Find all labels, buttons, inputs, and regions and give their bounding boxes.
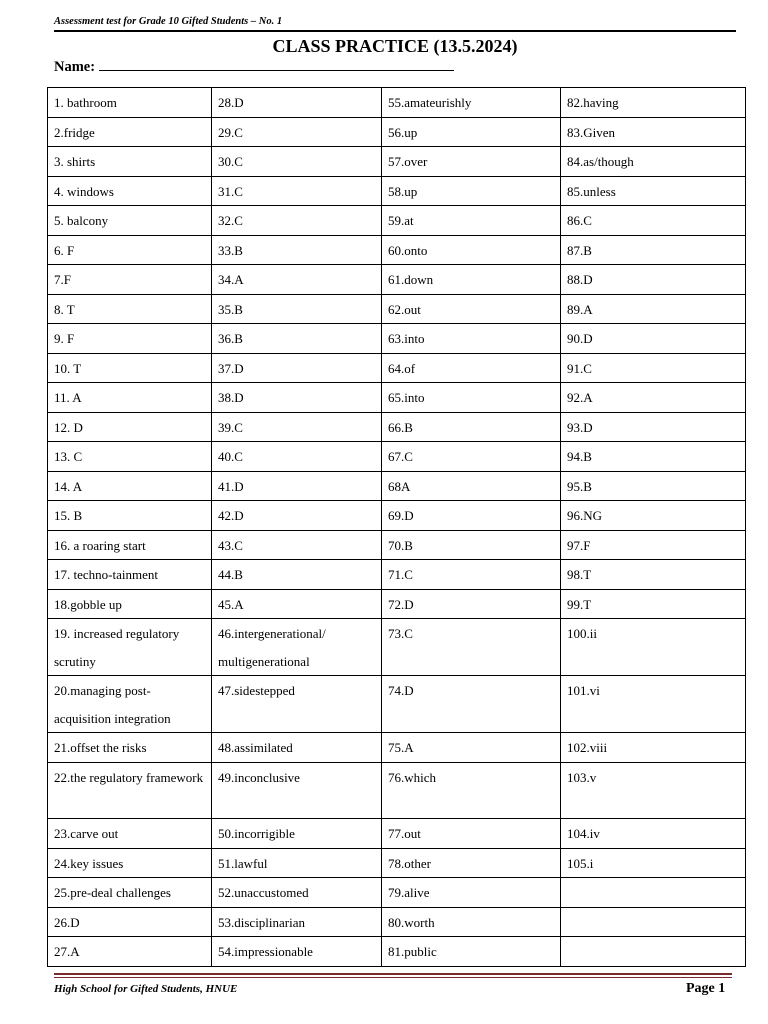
answer-cell: 83.Given <box>561 117 746 147</box>
answer-cell: 21.offset the risks <box>48 733 212 763</box>
table-row <box>48 176 746 206</box>
answer-cell: 62.out <box>382 294 561 324</box>
answer-cell: 69.D <box>382 501 561 531</box>
answer-cell: 103.v <box>561 762 746 819</box>
answer-cell: 98.T <box>561 560 746 590</box>
answer-cell: 34.A <box>212 265 382 295</box>
answer-cell: 96.NG <box>561 501 746 531</box>
answer-cell: 85.unless <box>561 176 746 206</box>
table-row <box>48 819 746 849</box>
answer-cell: 97.F <box>561 530 746 560</box>
answer-cell: 20.managing post-acquisition integration <box>48 676 212 733</box>
table-row <box>48 848 746 878</box>
answer-cell: 77.out <box>382 819 561 849</box>
table-row <box>48 117 746 147</box>
answer-cell <box>561 907 746 937</box>
footer-divider <box>54 973 732 975</box>
answer-cell: 10. T <box>48 353 212 383</box>
answer-cell: 50.incorrigible <box>212 819 382 849</box>
answer-cell: 46.intergenerational/ multigenerational <box>212 619 382 676</box>
answer-cell: 91.C <box>561 353 746 383</box>
table-row <box>48 619 746 676</box>
answer-cell: 45.A <box>212 589 382 619</box>
answer-cell: 95.B <box>561 471 746 501</box>
table-row <box>48 147 746 177</box>
answer-cell: 31.C <box>212 176 382 206</box>
answer-cell: 59.at <box>382 206 561 236</box>
table-row <box>48 265 746 295</box>
table-row <box>48 560 746 590</box>
answer-cell: 3. shirts <box>48 147 212 177</box>
answer-cell: 72.D <box>382 589 561 619</box>
answer-cell: 84.as/though <box>561 147 746 177</box>
table-row <box>48 762 746 819</box>
answer-key-table <box>47 87 746 967</box>
answer-cell: 19. increased regulatory scrutiny <box>48 619 212 676</box>
answer-cell: 79.alive <box>382 878 561 908</box>
answer-cell: 39.C <box>212 412 382 442</box>
answer-cell: 15. B <box>48 501 212 531</box>
table-row <box>48 412 746 442</box>
answer-cell: 54.impressionable <box>212 937 382 967</box>
answer-cell: 101.vi <box>561 676 746 733</box>
answer-cell: 43.C <box>212 530 382 560</box>
answer-cell: 13. C <box>48 442 212 472</box>
answer-cell: 16. a roaring start <box>48 530 212 560</box>
name-label: Name: <box>54 59 96 75</box>
answer-cell: 17. techno-tainment <box>48 560 212 590</box>
page-title: CLASS PRACTICE (13.5.2024) <box>272 36 518 56</box>
table-row <box>48 324 746 354</box>
answer-cell: 67.C <box>382 442 561 472</box>
answer-cell: 6. F <box>48 235 212 265</box>
answer-cell <box>561 878 746 908</box>
answer-cell: 87.B <box>561 235 746 265</box>
answer-cell: 78.other <box>382 848 561 878</box>
table-row <box>48 907 746 937</box>
table-row <box>48 294 746 324</box>
answer-cell: 75.A <box>382 733 561 763</box>
answer-cell: 94.B <box>561 442 746 472</box>
table-row <box>48 353 746 383</box>
answer-cell: 52.unaccustomed <box>212 878 382 908</box>
answer-cell: 1. bathroom <box>48 88 212 118</box>
answer-cell: 53.disciplinarian <box>212 907 382 937</box>
answer-cell: 86.C <box>561 206 746 236</box>
answer-cell: 29.C <box>212 117 382 147</box>
answer-cell: 49.inconclusive <box>212 762 382 819</box>
answer-cell: 89.A <box>561 294 746 324</box>
answer-cell: 90.D <box>561 324 746 354</box>
document-subtitle: Assessment test for Grade 10 Gifted Students – No. 1 <box>54 16 283 27</box>
answer-cell: 82.having <box>561 88 746 118</box>
table-row <box>48 937 746 967</box>
answer-cell: 71.C <box>382 560 561 590</box>
footer-divider-thin <box>54 977 732 978</box>
answer-cell: 76.which <box>382 762 561 819</box>
answer-cell: 30.C <box>212 147 382 177</box>
answer-cell: 66.B <box>382 412 561 442</box>
answer-cell: 48.assimilated <box>212 733 382 763</box>
answer-cell: 38.D <box>212 383 382 413</box>
answer-cell: 11. A <box>48 383 212 413</box>
answer-cell: 9. F <box>48 324 212 354</box>
answer-cell: 60.onto <box>382 235 561 265</box>
answer-cell: 73.C <box>382 619 561 676</box>
answer-cell <box>561 937 746 967</box>
table-row <box>48 878 746 908</box>
answer-cell: 81.public <box>382 937 561 967</box>
answer-cell: 14. A <box>48 471 212 501</box>
table-row <box>48 442 746 472</box>
answer-cell: 27.A <box>48 937 212 967</box>
answer-cell: 74.D <box>382 676 561 733</box>
answer-cell: 5. balcony <box>48 206 212 236</box>
name-field-row <box>54 58 454 76</box>
answer-cell: 58.up <box>382 176 561 206</box>
answer-cell: 42.D <box>212 501 382 531</box>
table-row <box>48 589 746 619</box>
table-row <box>48 676 746 733</box>
answer-cell: 93.D <box>561 412 746 442</box>
answer-cell: 4. windows <box>48 176 212 206</box>
answer-cell: 68A <box>382 471 561 501</box>
answer-cell: 63.into <box>382 324 561 354</box>
page-number: Page 1 <box>686 981 726 996</box>
answer-cell: 26.D <box>48 907 212 937</box>
answer-cell: 25.pre-deal challenges <box>48 878 212 908</box>
table-row <box>48 206 746 236</box>
name-blank-line <box>99 58 454 71</box>
table-row <box>48 88 746 118</box>
answer-cell: 22.the regulatory framework <box>48 762 212 819</box>
answer-key-body <box>48 88 746 967</box>
answer-cell: 100.ii <box>561 619 746 676</box>
answer-cell: 70.B <box>382 530 561 560</box>
answer-cell: 7.F <box>48 265 212 295</box>
answer-cell: 40.C <box>212 442 382 472</box>
table-row <box>48 383 746 413</box>
answer-cell: 102.viii <box>561 733 746 763</box>
answer-cell: 37.D <box>212 353 382 383</box>
footer-school-name: High School for Gifted Students, HNUE <box>54 983 238 995</box>
answer-cell: 33.B <box>212 235 382 265</box>
table-row <box>48 471 746 501</box>
answer-cell: 2.fridge <box>48 117 212 147</box>
answer-cell: 65.into <box>382 383 561 413</box>
answer-cell: 41.D <box>212 471 382 501</box>
answer-cell: 23.carve out <box>48 819 212 849</box>
answer-cell: 105.i <box>561 848 746 878</box>
answer-cell: 64.of <box>382 353 561 383</box>
answer-cell: 47.sidestepped <box>212 676 382 733</box>
answer-cell: 35.B <box>212 294 382 324</box>
table-row <box>48 501 746 531</box>
answer-cell: 88.D <box>561 265 746 295</box>
answer-cell: 56.up <box>382 117 561 147</box>
answer-cell: 28.D <box>212 88 382 118</box>
answer-cell: 61.down <box>382 265 561 295</box>
answer-cell: 18.gobble up <box>48 589 212 619</box>
answer-cell: 12. D <box>48 412 212 442</box>
answer-cell: 57.over <box>382 147 561 177</box>
table-row <box>48 235 746 265</box>
answer-cell: 92.A <box>561 383 746 413</box>
answer-cell: 44.B <box>212 560 382 590</box>
answer-cell: 99.T <box>561 589 746 619</box>
answer-cell: 32.C <box>212 206 382 236</box>
answer-cell: 104.iv <box>561 819 746 849</box>
table-row <box>48 733 746 763</box>
answer-cell: 36.B <box>212 324 382 354</box>
answer-cell: 8. T <box>48 294 212 324</box>
table-row <box>48 530 746 560</box>
answer-cell: 51.lawful <box>212 848 382 878</box>
header-divider <box>54 30 736 32</box>
answer-cell: 80.worth <box>382 907 561 937</box>
answer-cell: 55.amateurishly <box>382 88 561 118</box>
answer-cell: 24.key issues <box>48 848 212 878</box>
